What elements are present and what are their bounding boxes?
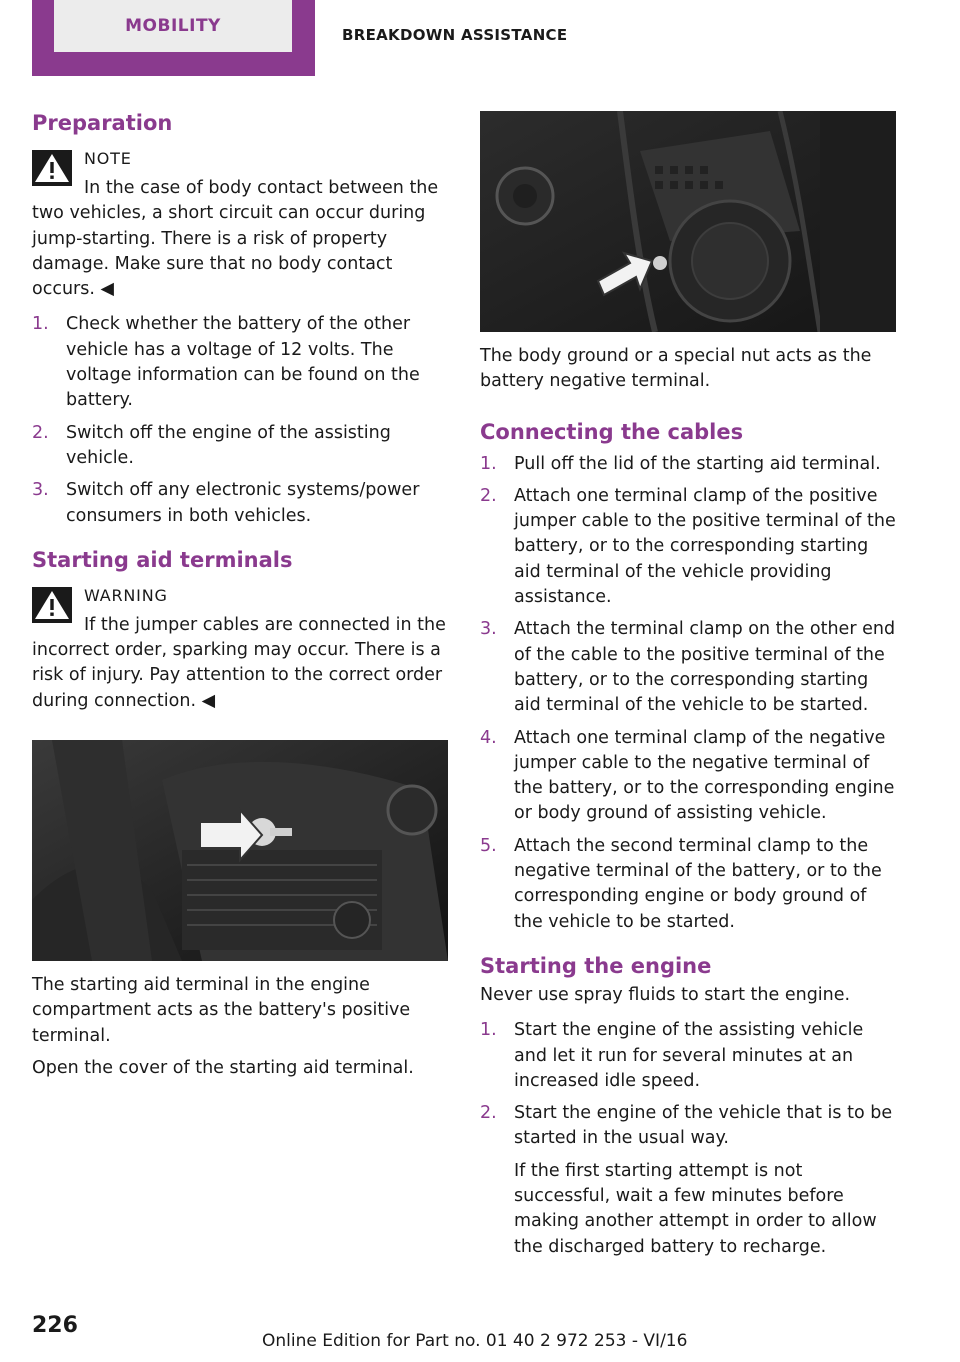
list-item <box>32 312 448 413</box>
step-number: 1. <box>480 1020 497 1041</box>
list-item <box>480 834 896 935</box>
step-number: 3. <box>32 480 49 501</box>
left-column <box>32 108 448 1081</box>
step-text: Pull off the lid of the starting aid terminal. <box>514 453 881 474</box>
list-item <box>480 452 896 477</box>
page-number: 226 <box>32 1313 78 1338</box>
body-ground-photo <box>480 111 896 332</box>
step-number: 1. <box>32 314 49 335</box>
warning-title: WARNING <box>84 585 168 605</box>
section-header: BREAKDOWN ASSISTANCE <box>342 26 568 44</box>
step-text: Attach the second terminal clamp to the negative terminal of the battery, or to the corresponding engine or body ground of the vehicle to be started. <box>514 835 882 932</box>
step-text: Switch off any electronic systems/power consumers in both vehicles. <box>66 480 420 526</box>
list-item <box>32 421 448 472</box>
engine-compartment-photo <box>32 740 448 961</box>
ground-photo-caption: The body ground or a special nut acts as the battery negative terminal. <box>480 346 872 392</box>
warning-text: If the jumper cables are connected in the incorrect order, sparking may occur. There is a risk of injury. Pay attention to the correct order during connection. ◀ <box>32 614 446 711</box>
step-text: Attach the terminal clamp on the other end of the cable to the positive terminal of the battery, or to the corresponding starting aid terminal of the vehicle to be started. <box>514 619 896 716</box>
list-item <box>480 1101 896 1260</box>
step-number: 5. <box>480 835 497 856</box>
step-text: Start the engine of the vehicle that is to be started in the usual way. <box>514 1103 893 1149</box>
step-text: Check whether the battery of the other vehicle has a voltage of 12 volts. The voltage information can be found on the battery. <box>66 314 420 411</box>
starting-intro: Never use spray fluids to start the engine. <box>480 984 851 1005</box>
engine-photo-caption: The starting aid terminal in the engine compartment acts as the battery's positive terminal. <box>32 975 411 1046</box>
note-callout <box>32 148 448 302</box>
step-number: 2. <box>480 1103 497 1124</box>
list-item <box>480 484 896 610</box>
warning-callout <box>32 585 448 714</box>
warning-triangle-icon <box>32 587 72 623</box>
step-text: Switch off the engine of the assisting vehicle. <box>66 422 391 468</box>
step-text: Attach one terminal clamp of the negative jumper cable to the negative terminal of the battery, or to the corresponding engine or body ground of assisting vehicle. <box>514 727 895 824</box>
chapter-tab-label: MOBILITY <box>54 0 292 52</box>
step-text: Attach one terminal clamp of the positive jumper cable to the positive terminal of the battery, or to the corresponding starting aid terminal of the vehicle providing assistance. <box>514 485 896 608</box>
list-item <box>480 726 896 827</box>
step-number: 2. <box>32 422 49 443</box>
starting-heading: Starting the engine <box>480 953 712 978</box>
step-number: 3. <box>480 619 497 640</box>
preparation-heading: Preparation <box>32 111 173 135</box>
edition-footer: Online Edition for Part no. 01 40 2 972 253 - VI/16 <box>262 1331 688 1351</box>
list-item <box>480 1018 896 1094</box>
open-cover-text: Open the cover of the starting aid terminal. <box>32 1057 414 1078</box>
step-number: 1. <box>480 453 497 474</box>
terminals-heading: Starting aid terminals <box>32 547 293 572</box>
step-extra-text: If the first starting attempt is not successful, wait a few minutes before making another attempt in order to allow the discharged battery to recharge. <box>514 1160 877 1257</box>
step-number: 2. <box>480 485 497 506</box>
preparation-steps <box>32 312 448 528</box>
list-item <box>480 617 896 718</box>
connecting-heading: Connecting the cables <box>480 419 744 444</box>
chapter-tab <box>32 0 315 76</box>
warning-triangle-icon <box>32 150 72 186</box>
list-item <box>32 478 448 529</box>
right-column <box>480 111 896 1267</box>
starting-steps <box>480 1018 896 1260</box>
connecting-steps <box>480 452 896 935</box>
step-text: Start the engine of the assisting vehicle and let it run for several minutes at an increased idle speed. <box>514 1020 864 1091</box>
note-title: NOTE <box>84 149 132 168</box>
step-number: 4. <box>480 727 497 748</box>
note-text: In the case of body contact between the two vehicles, a short circuit can occur during jump-starting. There is a risk of property damage. Make sure that no body contact occurs. ◀ <box>32 178 439 300</box>
